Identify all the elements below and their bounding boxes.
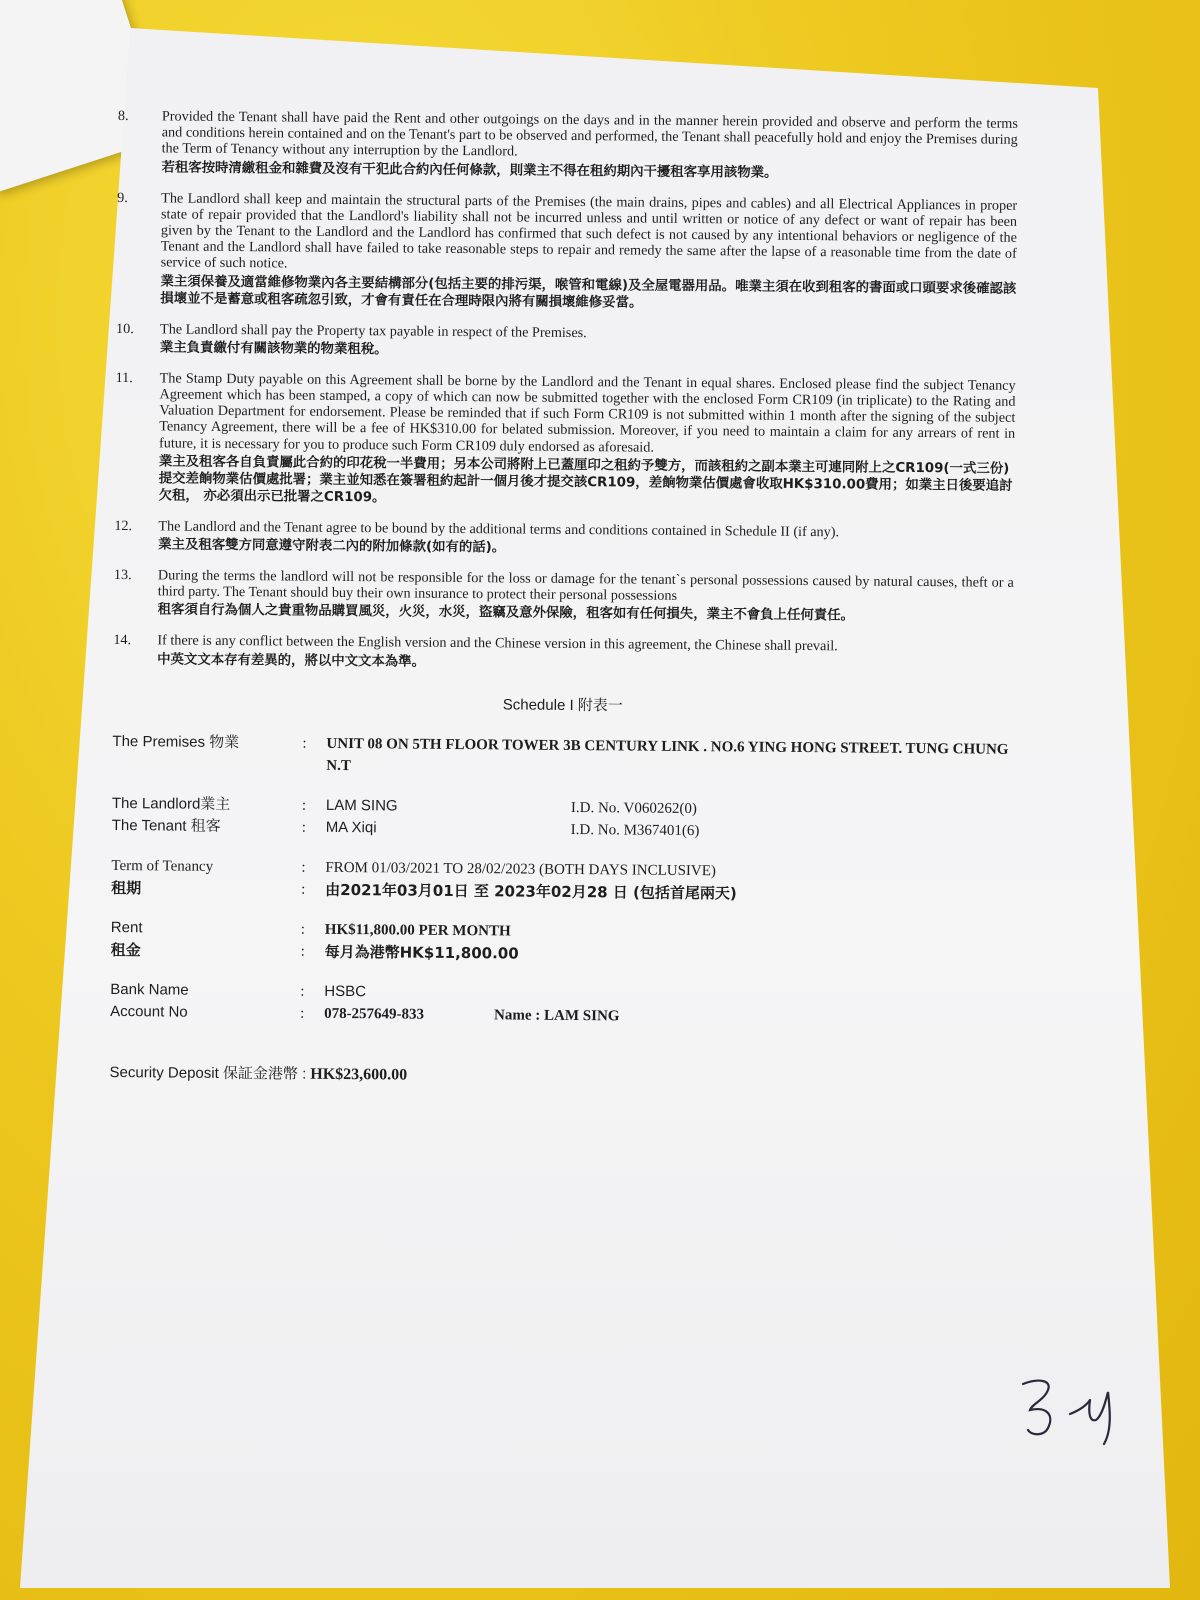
rent-section: [111, 917, 1011, 969]
colon: :: [300, 983, 305, 1000]
colon: :: [301, 881, 306, 898]
rent-label: Rent: [110, 918, 143, 936]
clause-number: 12.: [114, 517, 133, 534]
clause-text-zh: 業主須保養及適當維修物業內各主要結構部分(包括主要的排污渠，喉管和電線)及全屋電器用品。唯業主須在收到租客的書面或口頭要求後確認該損壞並不是蓄意或租客疏忽引致，才會有責任在合理時限內將有關損壞維修妥當。: [160, 274, 1017, 311]
clause-text-en: If there is any conflict between the English version and the Chinese version in this agreement, the Chinese shall prevail.: [157, 632, 838, 655]
rent-value: HK$11,800.00 PER MONTH: [324, 921, 511, 940]
landlord-name: LAM SING: [325, 796, 398, 815]
colon: :: [300, 921, 306, 938]
clause-text-zh: 中英文文本存有差異的，將以中文文本為準。: [157, 652, 426, 670]
landlord-label: The Landlord業主: [111, 794, 231, 813]
deposit-value: HK$23,600.00: [310, 1065, 408, 1084]
premises-label: The Premises 物業: [112, 732, 240, 751]
tenant-id: I.D. No. M367401(6): [570, 821, 700, 839]
colon: :: [300, 943, 305, 960]
handwritten-signature: [1018, 1370, 1138, 1450]
bank-value: HSBC: [324, 982, 367, 1000]
schedule-title: Schedule I 附表一: [502, 696, 623, 715]
colon: :: [301, 819, 306, 836]
term-label: Term of Tenancy: [111, 857, 214, 875]
clause-number: 14.: [113, 632, 132, 649]
colon: :: [301, 859, 306, 876]
clause-text-en: During the terms the landlord will not be responsible for the loss or damage for the tenant`s personal possessions caused by natural causes, theft or a third party. The Tenant should buy their own insurance to protect their personal possessions: [157, 567, 1014, 605]
clause: [116, 321, 1016, 364]
term-section: [111, 855, 1011, 907]
clause-text-zh: 業主負責繳付有關該物業的物業租稅。: [159, 340, 388, 358]
term-value: FROM 01/03/2021 TO 28/02/2023 (BOTH DAYS INCLUSIVE): [325, 859, 717, 879]
clause: [115, 370, 1016, 512]
deposit-label: Security Deposit 保証金港幣 :: [109, 1063, 307, 1083]
account-value: 078-257649-833: [324, 1005, 425, 1023]
clause-text-en: The Landlord shall keep and maintain the structural parts of the Premises (the main drains, pipes and cables) and all Electrical Appliances in proper state of repair provided that the Landlord's liability shall not be incurred unless and until written or notice of any defect or want of repair has been given by the Tenant to the Landlord and the Landlord has confirmed that such defect is not caused by any intentional behaviors or negligence of the Tenant and the Landlord shall have failed to take reasonable steps to repair and remedy the same after the lapse of a reasonable time from the date of service of such notice.: [160, 189, 1018, 272]
clause-number: 9.: [117, 189, 128, 206]
clause: [114, 518, 1014, 561]
clause-text-zh: 若租客按時清繳租金和雜費及沒有干犯此合約內任何條款，則業主不得在租約期內干擾租客享用該物業。: [161, 159, 778, 181]
bank-section: [110, 979, 1010, 1031]
clause-text-zh: 租客須自行為個人之貴重物品購買風災，火災，水災，盜竊及意外保險，租客如有任何損失，業主不會負上任何責任。: [157, 602, 854, 624]
clause-text-zh: 業主及租客雙方同意遵守附表二內的附加條款(如有的話)。: [158, 537, 506, 556]
premises-section: [112, 731, 1012, 783]
clause-number: 11.: [115, 369, 133, 386]
clause-number: 8.: [117, 108, 129, 125]
bank-label: Bank Name: [110, 980, 189, 999]
colon: :: [302, 735, 307, 752]
account-label: Account No: [110, 1002, 188, 1021]
clause-text-en: The Stamp Duty payable on this Agreement shall be borne by the Landlord and the Tenant in equal shares. Enclosed please find the subject Tenancy Agreement which has been stamped, a copy of which can now be submitted together with the enclosed Form CR109 (in triplicate) to the Rating and Valuation Department for endorsement. Please be reminded that if such Form CR109 is not submitted within 1 month after the signing of the subject Tenancy Agreement, there will be a fee of HK$310.00 for belated submission. Moreover, if you need to maintain a claim for any arrears of rent in future, it is necessary for you to produce such Form CR109 duly endorsed as aforesaid.: [159, 370, 1016, 456]
clause: [114, 567, 1014, 626]
document-content: [110, 108, 1018, 1089]
clause-text-en: Provided the Tenant shall have paid the Rent and other outgoings on the days and in the manner herein provided and observe and perform the terms and conditions herein contained and on the Tenant's part to be observed and performed, the Tenant shall peacefully hold and enjoy the Premises during the Term of Tenancy without any interruption by the Landlord.: [161, 108, 1018, 160]
colon: :: [301, 797, 307, 814]
clause-number: 10.: [116, 320, 134, 337]
tenant-name: MA Xiqi: [325, 818, 377, 836]
landlord-id: I.D. No. V060262(0): [570, 799, 697, 817]
clause-number: 13.: [113, 567, 132, 584]
tenant-label: The Tenant 租客: [111, 816, 221, 835]
clause: [117, 108, 1018, 183]
account-name: Name : LAM SING: [494, 1006, 620, 1025]
parties-section: [112, 793, 1012, 845]
clause: [113, 632, 1013, 675]
term-label-zh: 租期: [111, 878, 142, 897]
rent-value-zh: 每月為港幣HK$11,800.00: [324, 942, 519, 963]
clause-text-en: The Landlord shall pay the Property tax payable in respect of the Premises.: [160, 321, 587, 341]
colon: :: [300, 1005, 305, 1022]
clause: [116, 190, 1017, 315]
rent-label-zh: 租金: [110, 940, 141, 959]
premises-value: UNIT 08 ON 5TH FLOOR TOWER 3B CENTURY LINK . NO.6 YING HONG STREET. TUNG CHUNG N.T: [326, 735, 1009, 774]
clause-text-en: The Landlord and the Tenant agree to be bound by the additional terms and conditions contained in Schedule II (if any).: [158, 518, 840, 541]
clause-text-zh: 業主及租客各自負責屬此合約的印花稅一半費用；另本公司將附上已蓋厘印之租約予雙方，而該租約之副本業主可連同附上之CR109(一式三份)提交差餉物業估價處批署；業主並知悉在簽署租約起計一個月後才提交該CR109，差餉物業估價處會收取HK$310.00費用；如業主日後要追討欠租， 亦必須出示已批署之CR109。: [158, 454, 1013, 506]
term-value-zh: 由2021年03月01日 至 2023年02月28 日 (包括首尾兩天): [325, 880, 737, 903]
clause-list: [113, 108, 1018, 675]
